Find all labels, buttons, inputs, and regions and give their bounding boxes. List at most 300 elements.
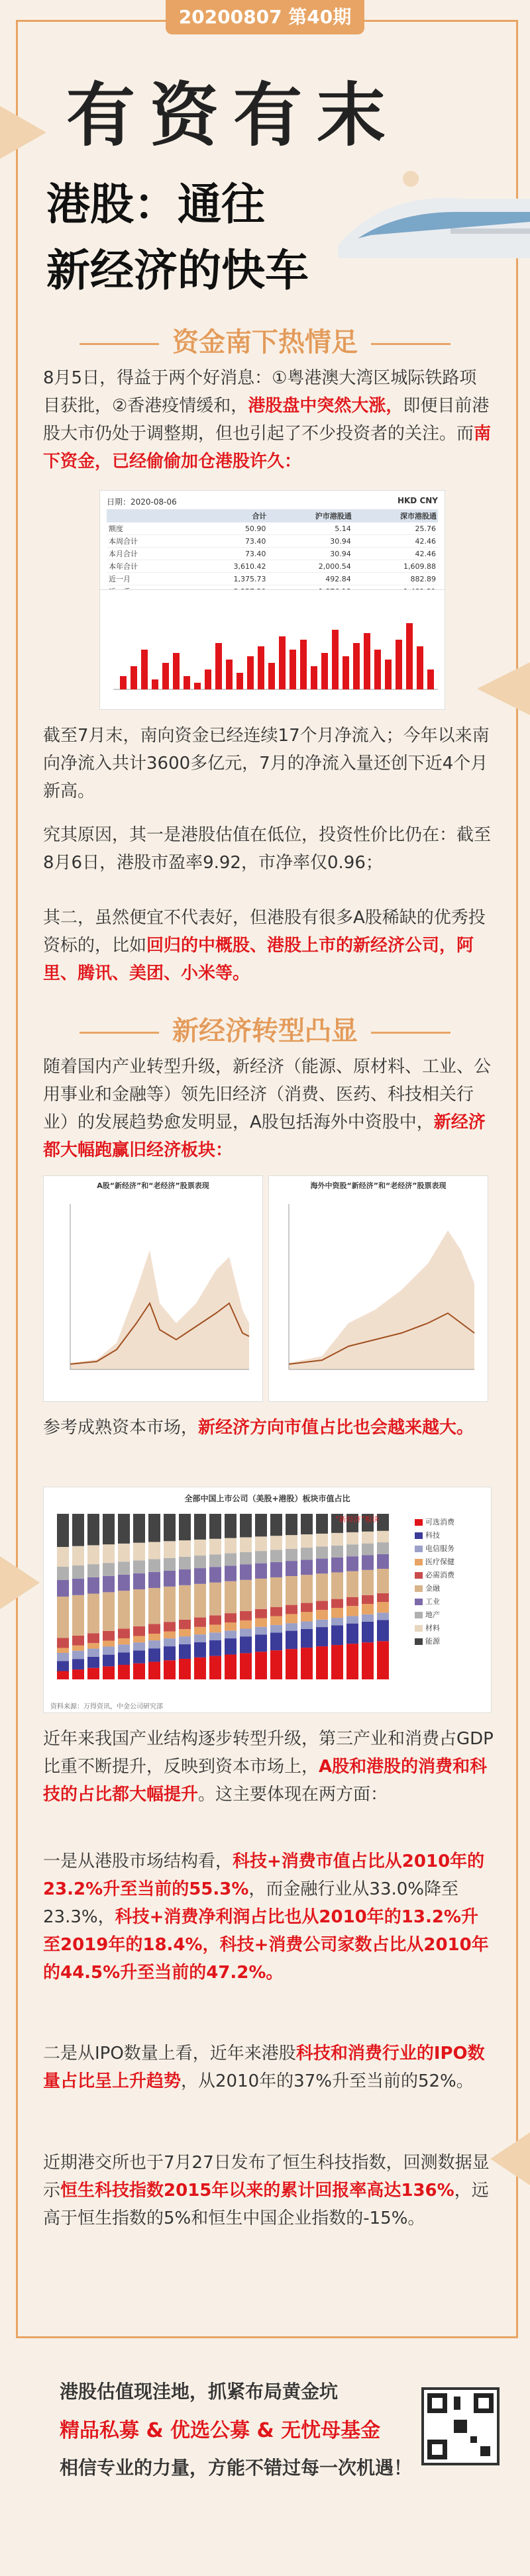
- section-2-paragraph-1: 随着国内产业转型升级，新经济（能源、原材料、工业、公用事业和金融等）领先旧经济（消费、医药、科技相关行业）的发展趋势愈发明显，A股包括海外中资股中，新经济都大幅跑赢旧经济板块：: [43, 1057, 492, 1160]
- section-2-paragraph-5: 二是从IPO数量上看，近年来港股科技和消费行业的IPO数量占比呈上升趋势，从2010年的37%升至当前的52%。: [43, 2044, 485, 2091]
- stacked-bar-segment: [87, 1643, 99, 1648]
- stacked-bar-segment: [179, 1514, 191, 1540]
- subtitle-line-2: 新经济的快车: [46, 244, 309, 296]
- table-cell: 2,000.54: [268, 560, 352, 573]
- decor-triangle: [477, 662, 530, 715]
- decor-triangle: [0, 106, 46, 159]
- stacked-bar-segment: [301, 1514, 313, 1534]
- stacked-bar-segment: [346, 1597, 358, 1606]
- stacked-bar-segment: [240, 1564, 252, 1579]
- legend-item: [415, 1530, 488, 1540]
- inflow-bar: [321, 653, 328, 689]
- stacked-bar-segment: [164, 1632, 176, 1639]
- stacked-bar-segment: [194, 1584, 206, 1618]
- stacked-bar-segment: [331, 1608, 343, 1618]
- stacked-bar-segment: [72, 1646, 84, 1651]
- stacked-bar-segment: [194, 1658, 206, 1679]
- inflow-bar: [374, 650, 381, 689]
- stacked-bar-segment: [209, 1640, 221, 1656]
- stacked-bar-segment: [286, 1614, 297, 1623]
- stacked-bar-segment: [346, 1606, 358, 1616]
- stacked-bar-segment: [255, 1627, 267, 1635]
- decor-triangle: [0, 1556, 40, 1609]
- train-illustration: [331, 166, 530, 278]
- legend-swatch: [415, 1559, 423, 1565]
- stacked-bar-segment: [57, 1597, 69, 1638]
- legend-label: 能源: [425, 1637, 440, 1646]
- stacked-bar-segment: [72, 1595, 84, 1636]
- legend-label: 电信服务: [425, 1544, 454, 1553]
- legend-label: 科技: [425, 1531, 440, 1540]
- stacked-bar-segment: [209, 1656, 221, 1679]
- stacked-bar-segment: [57, 1580, 69, 1597]
- stacked-bar-segment: [362, 1556, 374, 1570]
- chart-b-title: 海外中资股“新经济”和“老经济”股票表现: [310, 1181, 447, 1190]
- chart-c-legend: [415, 1514, 488, 1649]
- stacked-bar-segment: [270, 1514, 282, 1536]
- stacked-bar-segment: [133, 1626, 145, 1636]
- inflow-bar: [237, 673, 243, 689]
- stacked-bar-segment: [72, 1514, 84, 1546]
- stacked-bar-segment: [240, 1653, 252, 1679]
- table-row: [107, 573, 438, 585]
- stacked-bar-segment: [346, 1624, 358, 1644]
- title-rule-right: [371, 343, 450, 345]
- stacked-bar-segment: [72, 1579, 84, 1595]
- inflow-bar: [141, 650, 148, 689]
- inflow-bar: [364, 633, 370, 689]
- legend-label: 医疗保健: [425, 1558, 454, 1566]
- stacked-bar-segment: [362, 1532, 374, 1544]
- inflow-bar: [173, 653, 180, 689]
- stacked-bar-segment: [225, 1554, 237, 1566]
- inflow-bar: [131, 666, 137, 689]
- stacked-bar-segment: [331, 1599, 343, 1609]
- stacked-bar-segment: [286, 1631, 297, 1650]
- stacked-bar-segment: [362, 1544, 374, 1556]
- stacked-bar-segment: [118, 1665, 130, 1679]
- stacked-bar-segment: [286, 1576, 297, 1605]
- stacked-bar-segment: [362, 1570, 374, 1595]
- stacked-bar-segment: [286, 1535, 297, 1549]
- stacked-bar-segment: [87, 1594, 99, 1634]
- stacked-bar-segment: [209, 1567, 221, 1583]
- inflow-bar: [332, 630, 339, 689]
- inflow-bar: [120, 676, 127, 689]
- stacked-bar-segment: [255, 1609, 267, 1618]
- stacked-bar-segment: [301, 1648, 313, 1679]
- stacked-bar-segment: [316, 1610, 328, 1620]
- stacked-bar-segment: [316, 1620, 328, 1627]
- stacked-bar-segment: [72, 1565, 84, 1579]
- stacked-bar-segment: [209, 1583, 221, 1616]
- stacked-bar-segment: [72, 1546, 84, 1565]
- stacked-bar-segment: [225, 1638, 237, 1654]
- stacked-bar-segment: [270, 1536, 282, 1550]
- stacked-bar-segment: [148, 1640, 160, 1648]
- stacked-bar-segment: [118, 1628, 130, 1638]
- stacked-bar-segment: [194, 1540, 206, 1556]
- main-title: 有资有末: [66, 74, 401, 156]
- stacked-bar-segment: [240, 1552, 252, 1565]
- stacked-bar-svg: [50, 1507, 408, 1699]
- bar-chart-svg: [100, 590, 445, 709]
- chart-a-title: A股“新经济”和“老经济”股票表现: [97, 1181, 209, 1190]
- stacked-bar-segment: [148, 1648, 160, 1661]
- stacked-bar-segment: [225, 1654, 237, 1679]
- stacked-bar-segment: [301, 1560, 313, 1575]
- stacked-bar-segment: [179, 1644, 191, 1659]
- stacked-bar-segment: [377, 1612, 389, 1620]
- stacked-bar-segment: [331, 1572, 343, 1599]
- legend-item: [415, 1516, 488, 1527]
- stacked-bar-segment: [331, 1558, 343, 1573]
- stacked-bar-segment: [164, 1646, 176, 1660]
- stacked-bar-segment: [194, 1634, 206, 1642]
- table-cell: 73.40: [179, 535, 268, 548]
- stacked-bar-segment: [148, 1624, 160, 1634]
- stacked-bar-segment: [255, 1536, 267, 1551]
- stacked-bar-segment: [57, 1661, 69, 1671]
- table-row: [107, 522, 438, 535]
- title-rule-left: [80, 1032, 159, 1034]
- stacked-bar-segment: [72, 1651, 84, 1659]
- stacked-bar-segment: [270, 1550, 282, 1561]
- stacked-bar-segment: [57, 1648, 69, 1654]
- table-cell: 3,610.42: [179, 560, 268, 573]
- stacked-bar-segment: [301, 1629, 313, 1648]
- overseas-chinese-stock-chart: [268, 1175, 488, 1402]
- stacked-bar-segment: [194, 1618, 206, 1627]
- inflow-bar: [279, 636, 286, 689]
- stacked-bar-segment: [194, 1514, 206, 1540]
- footer-line-1: 港股估值现洼地，抓紧布局黄金坑: [60, 2381, 339, 2403]
- legend-item: [415, 1569, 488, 1580]
- stacked-bar-segment: [148, 1588, 160, 1624]
- section-2-title: 新经济转型凸显: [0, 1010, 530, 1048]
- chart-b-svg: [269, 1191, 488, 1396]
- inflow-bar: [290, 650, 296, 689]
- stacked-bar-segment: [209, 1624, 221, 1632]
- stacked-bar-segment: [133, 1636, 145, 1642]
- decor-triangle: [490, 2132, 530, 2185]
- table-cell: 1,609.88: [353, 560, 438, 573]
- section-2-paragraph-3: 近年来我国产业结构逐步转型升级，第三产业和消费占GDP比重不断提升，反映到资本市场上，A股和港股的消费和科技的占比都大幅提升。这主要体现在两方面：: [43, 1729, 494, 1805]
- table-units: HKD CNY: [397, 496, 438, 505]
- stacked-bar-segment: [255, 1652, 267, 1679]
- stacked-bar-segment: [286, 1514, 297, 1535]
- stacked-bar-segment: [362, 1622, 374, 1642]
- stacked-bar-segment: [209, 1615, 221, 1624]
- stacked-bar-segment: [362, 1614, 374, 1622]
- legend-swatch: [415, 1625, 423, 1632]
- stacked-bar-segment: [148, 1560, 160, 1572]
- stacked-bar-segment: [179, 1557, 191, 1569]
- stacked-bar-segment: [377, 1554, 389, 1569]
- stacked-bar-segment: [377, 1531, 389, 1542]
- legend-item: [415, 1596, 488, 1607]
- stacked-bar-segment: [179, 1540, 191, 1557]
- stacked-bar-segment: [240, 1629, 252, 1637]
- inflow-bar: [184, 676, 190, 689]
- stacked-bar-segment: [148, 1572, 160, 1588]
- table-cell: 本月合计: [107, 548, 179, 560]
- stacked-bar-segment: [118, 1644, 130, 1652]
- stacked-bar-segment: [209, 1514, 221, 1539]
- inflow-bar: [343, 656, 349, 689]
- stacked-bar-segment: [164, 1558, 176, 1571]
- section-2-paragraph-4: 一是从港股市场结构看，科技+消费市值占比从2010年的23.2%升至当前的55.3%，而金融行业从33.0%降至23.3%，科技+消费净利润占比也从2010年的13.2%升至2019年的18.4%，科技+消费公司家数占比从2010年的44.5%升至当前的47.2%。: [43, 1852, 489, 1983]
- legend-label: 材料: [425, 1624, 440, 1632]
- stacked-bar-segment: [148, 1661, 160, 1679]
- legend-swatch: [415, 1532, 423, 1539]
- section-1-paragraph-4: 其二，虽然便宜不代表好，但港股有很多A股稀缺的优秀投资标的，比如回归的中概股、港股上市的新经济公司，阿里、腾讯、美团、小米等。: [43, 908, 486, 983]
- stacked-bar-segment: [118, 1561, 130, 1575]
- inflow-bar: [268, 663, 275, 689]
- section-1-paragraph-1: 8月5日，得益于两个好消息：①粤港澳大湾区城际铁路项目获批，②香港疫情缓和，港股盘中突然大涨，即便目前港股大市仍处于调整期，但也引起了不少投资者的关注。而南下资金，已经偷偷加仓港股许久：: [43, 368, 492, 471]
- issue-tab: 20200807 第40期: [166, 0, 364, 34]
- inflow-bar: [194, 683, 201, 689]
- stacked-bar-segment: [179, 1585, 191, 1620]
- stacked-bar-segment: [133, 1514, 145, 1543]
- stacked-bar-segment: [164, 1541, 176, 1558]
- stacked-bar-segment: [103, 1592, 115, 1630]
- stacked-bar-segment: [301, 1603, 313, 1612]
- stacked-bar-segment: [316, 1514, 328, 1534]
- stacked-bar-segment: [103, 1631, 115, 1641]
- stacked-bar-segment: [194, 1556, 206, 1568]
- stacked-bar-segment: [118, 1591, 130, 1628]
- section-1-title: 资金南下热情足: [0, 321, 530, 359]
- stacked-bar-segment: [87, 1657, 99, 1668]
- stacked-bar-segment: [225, 1630, 237, 1638]
- stacked-bar-segment: [225, 1565, 237, 1581]
- inflow-bar: [417, 646, 423, 689]
- stacked-bar-segment: [301, 1548, 313, 1560]
- table-header-cell: 沪市港股通: [268, 509, 352, 522]
- stacked-bar-segment: [225, 1538, 237, 1554]
- title-rule-left: [80, 343, 159, 345]
- stacked-bar-segment: [87, 1545, 99, 1564]
- legend-label: 可选消费: [425, 1518, 454, 1526]
- stacked-bar-segment: [255, 1634, 267, 1652]
- legend-label: 地产: [425, 1610, 440, 1619]
- inflow-bar: [300, 640, 307, 689]
- section-2-paragraph-6: 近期港交所也于7月27日发布了恒生科技指数，回测数据显示恒生科技指数2015年以来的累计回报率高达136%，远高于恒生指数的5%和恒生中国企业指数的-15%。: [43, 2153, 490, 2228]
- stacked-bar-segment: [286, 1605, 297, 1614]
- table-cell: 本周合计: [107, 535, 179, 548]
- stacked-bar-segment: [255, 1514, 267, 1536]
- section-1-paragraph-3: 究其原因，其一是港股估值在低位，投资性价比仍在：截至8月6日，港股市盈率9.92，市净率仅0.96；: [43, 825, 492, 873]
- legend-item: [415, 1556, 488, 1567]
- stacked-bar-segment: [316, 1559, 328, 1574]
- stacked-bar-segment: [225, 1613, 237, 1622]
- legend-item: [415, 1622, 488, 1633]
- table-cell: 50.90: [179, 522, 268, 535]
- inflow-bar: [162, 663, 169, 689]
- stacked-bar-segment: [331, 1645, 343, 1679]
- stacked-bar-segment: [209, 1632, 221, 1640]
- legend-item: [415, 1583, 488, 1593]
- legend-label: 必需消费: [425, 1571, 454, 1579]
- stacked-bar-segment: [164, 1571, 176, 1587]
- stacked-bar-segment: [209, 1539, 221, 1555]
- stacked-bar-segment: [377, 1593, 389, 1602]
- new-economy-tag: “新经济”板块: [335, 1515, 380, 1524]
- inflow-bar: [205, 669, 211, 689]
- stacked-bar-segment: [133, 1642, 145, 1650]
- stacked-bar-segment: [118, 1544, 130, 1561]
- qr-pattern: [424, 2390, 497, 2463]
- chart-c-title: 全部中国上市公司（美股+港股）板块市值占比: [184, 1494, 350, 1503]
- stacked-bar-segment: [194, 1642, 206, 1658]
- stacked-bar-segment: [270, 1625, 282, 1633]
- stacked-bar-segment: [240, 1636, 252, 1653]
- stacked-bar-segment: [301, 1534, 313, 1548]
- legend-item: [415, 1609, 488, 1620]
- stacked-bar-segment: [118, 1652, 130, 1665]
- stacked-bar-segment: [362, 1642, 374, 1679]
- stacked-bar-segment: [87, 1514, 99, 1545]
- table-date: 日期：2020-08-06: [107, 497, 177, 507]
- stacked-bar-segment: [301, 1612, 313, 1621]
- stacked-bar-segment: [103, 1576, 115, 1593]
- stacked-bar-segment: [148, 1514, 160, 1542]
- stacked-bar-segment: [270, 1562, 282, 1577]
- stacked-bar-segment: [270, 1577, 282, 1607]
- stacked-bar-segment: [133, 1663, 145, 1679]
- table-cell: 73.40: [179, 548, 268, 560]
- stacked-bar-segment: [377, 1542, 389, 1554]
- inflow-bar: [427, 669, 434, 689]
- stacked-bar-segment: [286, 1623, 297, 1630]
- stacked-bar-segment: [72, 1636, 84, 1646]
- stacked-bar-segment: [118, 1514, 130, 1544]
- table-header-row: [107, 509, 438, 522]
- stacked-bar-segment: [346, 1556, 358, 1571]
- section-1-paragraph-2: 截至7月末，南向资金已经连续17个月净流入；今年以来南向净流入共计3600多亿元，7月的净流入量还创下近4个月新高。: [43, 726, 490, 801]
- stacked-bar-segment: [164, 1622, 176, 1631]
- legend-swatch: [415, 1572, 423, 1579]
- stacked-bar-segment: [103, 1563, 115, 1576]
- qr-code-icon[interactable]: [421, 2387, 500, 2465]
- stacked-bar-segment: [57, 1671, 69, 1680]
- stacked-bar-segment: [179, 1659, 191, 1679]
- inflow-bar: [311, 666, 317, 689]
- table-cell: 1,375.73: [179, 573, 268, 585]
- inflow-bar: [152, 679, 158, 689]
- section-2-paragraph-2: 参考成熟资本市场，新经济方向市值占比也会越来越大。: [43, 1418, 474, 1438]
- stacked-bar-segment: [103, 1655, 115, 1667]
- inflow-bar: [396, 640, 402, 689]
- stacked-bar-segment: [316, 1627, 328, 1646]
- stacked-bar-segment: [103, 1666, 115, 1679]
- stacked-bar-segment: [179, 1569, 191, 1585]
- stacked-bar-segment: [240, 1620, 252, 1629]
- table-cell: 42.46: [353, 548, 438, 560]
- stacked-bar-segment: [270, 1650, 282, 1679]
- inflow-bar: [353, 643, 360, 689]
- stacked-bar-segment: [301, 1575, 313, 1603]
- market-cap-share-chart: [43, 1487, 492, 1713]
- stacked-bar-segment: [87, 1668, 99, 1679]
- stacked-bar-segment: [209, 1554, 221, 1567]
- table-header-cell: [107, 509, 179, 522]
- stacked-bar-segment: [72, 1669, 84, 1679]
- table-header-cell: 深市港股通: [353, 509, 438, 522]
- stacked-bar-segment: [87, 1649, 99, 1657]
- table-row: [107, 560, 438, 573]
- stacked-bar-segment: [331, 1625, 343, 1645]
- stacked-bar-segment: [301, 1621, 313, 1628]
- stacked-bar-segment: [225, 1581, 237, 1613]
- stacked-bar-segment: [194, 1568, 206, 1584]
- stacked-bar-segment: [194, 1627, 206, 1634]
- table-cell: 25.76: [353, 522, 438, 535]
- legend-swatch: [415, 1519, 423, 1526]
- stacked-bar-segment: [346, 1616, 358, 1623]
- stacked-bar-segment: [377, 1602, 389, 1612]
- inflow-bar: [226, 660, 233, 689]
- stacked-bar-segment: [179, 1620, 191, 1629]
- stacked-bar-segment: [331, 1546, 343, 1558]
- stacked-bar-segment: [179, 1636, 191, 1644]
- stacked-bar-segment: [57, 1514, 69, 1547]
- stacked-bar-segment: [255, 1579, 267, 1609]
- inflow-bar: [215, 643, 222, 689]
- stacked-bar-segment: [316, 1573, 328, 1601]
- stacked-bar-segment: [377, 1641, 389, 1679]
- stacked-bar-segment: [286, 1649, 297, 1679]
- stacked-bar-segment: [164, 1587, 176, 1622]
- inflow-bar: [406, 623, 413, 689]
- stacked-bar-segment: [57, 1638, 69, 1648]
- legend-swatch: [415, 1546, 423, 1552]
- table-row: [107, 535, 438, 548]
- stacked-bar-segment: [118, 1575, 130, 1591]
- stacked-bar-segment: [286, 1549, 297, 1561]
- table-header-cell: 合计: [179, 509, 268, 522]
- stacked-bar-segment: [57, 1567, 69, 1580]
- stacked-bar-segment: [255, 1563, 267, 1579]
- net-inflow-bar-chart: [99, 589, 445, 710]
- stacked-bar-segment: [316, 1646, 328, 1679]
- stacked-bar-segment: [240, 1514, 252, 1537]
- chart-c-source: 资料来源：万得资讯，中金公司研究部: [50, 1703, 163, 1710]
- inflow-bar: [247, 656, 254, 689]
- chart-a-svg: [44, 1191, 262, 1396]
- inflow-bar: [258, 646, 264, 689]
- stacked-bar-segment: [346, 1544, 358, 1556]
- stacked-bar-segment: [103, 1544, 115, 1563]
- stacked-bar-segment: [57, 1653, 69, 1661]
- table-cell: 5.14: [268, 522, 352, 535]
- stacked-bar-segment: [103, 1641, 115, 1647]
- stacked-bar-segment: [57, 1547, 69, 1567]
- stacked-bar-segment: [286, 1561, 297, 1576]
- stacked-bar-segment: [225, 1622, 237, 1630]
- table-cell: 额度: [107, 522, 179, 535]
- stacked-bar-segment: [148, 1542, 160, 1559]
- stacked-bar-segment: [133, 1589, 145, 1626]
- stacked-bar-segment: [255, 1551, 267, 1563]
- stacked-bar-segment: [316, 1534, 328, 1547]
- table-cell: 30.94: [268, 535, 352, 548]
- table-row: [107, 548, 438, 560]
- stacked-bar-segment: [362, 1595, 374, 1604]
- stacked-bar-segment: [118, 1638, 130, 1644]
- legend-swatch: [415, 1585, 423, 1592]
